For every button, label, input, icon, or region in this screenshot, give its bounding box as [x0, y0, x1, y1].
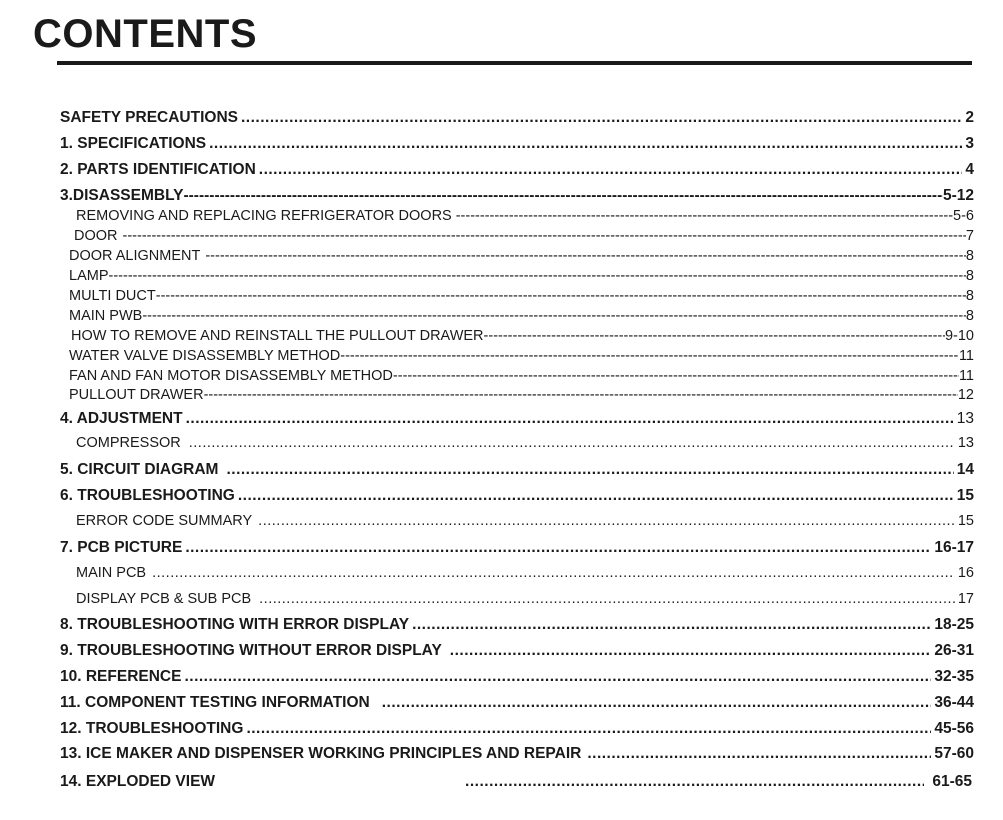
toc-entry-parts-identification[interactable]: [60, 161, 974, 179]
toc-entry-label: 9. TROUBLESHOOTING WITHOUT ERROR DISPLAY: [60, 642, 442, 659]
toc-entry-label: WATER VALVE DISASSEMBLY METHOD: [69, 348, 341, 364]
dash-leader: [204, 387, 958, 403]
dot-leader: [189, 435, 955, 451]
toc-entry-label: PULLOUT DRAWER: [69, 387, 204, 403]
toc-entry-troubleshooting-with-error[interactable]: [60, 616, 974, 634]
dash-leader: [123, 228, 966, 244]
toc-subentry-removing-doors[interactable]: [76, 208, 974, 224]
toc-entry-label: COMPRESSOR: [76, 435, 181, 451]
dash-leader: [142, 308, 966, 324]
dash-leader: [340, 348, 959, 364]
toc-entry-label: MAIN PWB: [69, 308, 143, 324]
dot-leader: [259, 161, 963, 179]
dash-leader: [183, 187, 943, 205]
dash-leader: [156, 288, 966, 304]
dot-leader: [185, 539, 931, 557]
toc-entry-label: 11. COMPONENT TESTING INFORMATION: [60, 694, 370, 711]
toc-subentry-water-valve[interactable]: [69, 348, 974, 364]
toc-subentry-multi-duct[interactable]: [69, 288, 974, 304]
toc-entry-ice-maker[interactable]: [60, 745, 974, 763]
toc-entry-label: 3.DISASSEMBLY: [60, 187, 184, 204]
toc-entry-page: 26-31: [934, 642, 974, 659]
toc-entry-adjustment[interactable]: [60, 410, 974, 428]
toc-entry-page: 8: [965, 288, 974, 304]
dot-leader: [587, 745, 931, 763]
toc-entry-label: DOOR ALIGNMENT: [69, 248, 201, 264]
toc-entry-safety-precautions[interactable]: [60, 109, 974, 127]
toc-entry-label: MULTI DUCT: [69, 288, 156, 304]
dash-leader: [484, 328, 945, 344]
toc-entry-label: ERROR CODE SUMMARY: [76, 513, 253, 529]
dot-leader: [258, 513, 955, 529]
dot-leader: [259, 591, 955, 607]
toc-entry-label: 14. EXPLODED VIEW: [60, 773, 216, 790]
toc-entry-page: 7: [965, 228, 974, 244]
toc-entry-page: 18-25: [934, 616, 974, 633]
toc-entry-label: 5. CIRCUIT DIAGRAM: [60, 461, 219, 478]
toc-subentry-door[interactable]: [74, 228, 974, 244]
toc-subentry-display-pcb[interactable]: [76, 591, 974, 607]
toc-entry-reference[interactable]: [60, 668, 974, 686]
dot-leader: [246, 720, 931, 738]
toc-entry-exploded-view[interactable]: [60, 773, 972, 791]
dot-leader: [184, 668, 931, 686]
dot-leader: [382, 694, 932, 712]
toc-entry-label: MAIN PCB: [76, 565, 147, 581]
toc-entry-page: 57-60: [934, 745, 974, 762]
toc-entry-page: 12: [957, 387, 974, 403]
toc-entry-page: 45-56: [934, 720, 974, 737]
toc-entry-label: FAN AND FAN MOTOR DISASSEMBLY METHOD: [69, 368, 393, 384]
toc-entry-page: 4: [965, 161, 974, 178]
toc-entry-troubleshooting-12[interactable]: [60, 720, 974, 738]
toc-entry-pcb-picture[interactable]: [60, 539, 974, 557]
toc-entry-specifications[interactable]: [60, 135, 974, 153]
toc-entry-label: 4. ADJUSTMENT: [60, 410, 183, 427]
toc-entry-page: 11: [958, 348, 974, 364]
toc-subentry-fan-motor[interactable]: [69, 368, 974, 384]
toc-entry-page: 16-17: [934, 539, 974, 556]
toc-entry-label: DOOR: [74, 228, 118, 244]
toc-entry-label: 10. REFERENCE: [60, 668, 182, 685]
toc-entry-label: HOW TO REMOVE AND REINSTALL THE PULLOUT DRAWER: [71, 328, 484, 344]
dot-leader: [450, 642, 932, 660]
toc-subentry-lamp[interactable]: [69, 268, 974, 284]
dot-leader: [238, 487, 954, 505]
toc-subentry-error-code-summary[interactable]: [76, 513, 974, 529]
toc-entry-label: 7. PCB PICTURE: [60, 539, 183, 556]
toc-entry-page: 8: [965, 308, 974, 324]
toc-entry-page: 36-44: [934, 694, 974, 711]
toc-entry-label: DISPLAY PCB & SUB PCB: [76, 591, 252, 607]
toc-entry-label: 6. TROUBLESHOOTING: [60, 487, 235, 504]
toc-entry-page: 9-10: [944, 328, 974, 344]
dot-leader: [241, 109, 962, 127]
toc-entry-label: 12. TROUBLESHOOTING: [60, 720, 244, 737]
toc-subentry-door-alignment[interactable]: [69, 248, 974, 264]
toc-entry-troubleshooting[interactable]: [60, 487, 974, 505]
toc-entry-troubleshooting-without-error[interactable]: [60, 642, 974, 660]
dash-leader: [205, 248, 966, 264]
toc-entry-page: 17: [957, 591, 974, 607]
toc-entry-page: 3: [965, 135, 974, 152]
toc-entry-page: 15: [956, 487, 974, 504]
dash-leader: [393, 368, 959, 384]
toc-entry-label: 1. SPECIFICATIONS: [60, 135, 207, 152]
dot-leader: [152, 565, 955, 581]
toc-entry-page: 61-65: [932, 773, 972, 790]
toc-subentry-pullout-drawer[interactable]: [69, 387, 974, 403]
toc-subentry-compressor[interactable]: [76, 435, 974, 451]
toc-entry-circuit-diagram[interactable]: [60, 461, 974, 479]
page-title: CONTENTS: [33, 12, 257, 56]
dot-leader: [226, 461, 953, 479]
toc-entry-label: 2. PARTS IDENTIFICATION: [60, 161, 256, 178]
dash-leader: [109, 268, 966, 284]
toc-entry-label: 8. TROUBLESHOOTING WITH ERROR DISPLAY: [60, 616, 410, 633]
toc-entry-label: 13. ICE MAKER AND DISPENSER WORKING PRINCIPLES AND REPAIR: [60, 745, 582, 762]
dot-leader: [465, 773, 924, 791]
dash-leader: [456, 208, 953, 224]
toc-entry-page: 8: [965, 268, 974, 284]
toc-entry-page: 8: [965, 248, 974, 264]
toc-entry-page: 11: [958, 368, 974, 384]
toc-entry-page: 5-6: [953, 208, 974, 224]
toc-entry-page: 14: [956, 461, 974, 478]
dot-leader: [412, 616, 931, 634]
toc-entry-label: SAFETY PRECAUTIONS: [60, 109, 238, 126]
toc-subentry-main-pwb[interactable]: [69, 308, 974, 324]
toc-entry-label: REMOVING AND REPLACING REFRIGERATOR DOORS: [76, 208, 452, 224]
dot-leader: [209, 135, 962, 153]
toc-entry-page: 16: [957, 565, 974, 581]
toc-subentry-main-pcb[interactable]: [76, 565, 974, 581]
toc-entry-page: 13: [956, 410, 974, 427]
toc-entry-page: 13: [957, 435, 974, 451]
dot-leader: [186, 410, 954, 428]
toc-entry-page: 2: [965, 109, 974, 126]
toc-entry-label: LAMP: [69, 268, 109, 284]
toc-entry-disassembly[interactable]: [60, 187, 974, 205]
toc-subentry-pullout-drawer-reinstall[interactable]: [71, 328, 974, 344]
toc-entry-page: 5-12: [942, 187, 974, 204]
toc-entry-page: 15: [957, 513, 974, 529]
toc-entry-component-testing[interactable]: [60, 694, 974, 712]
toc-entry-page: 32-35: [934, 668, 974, 685]
